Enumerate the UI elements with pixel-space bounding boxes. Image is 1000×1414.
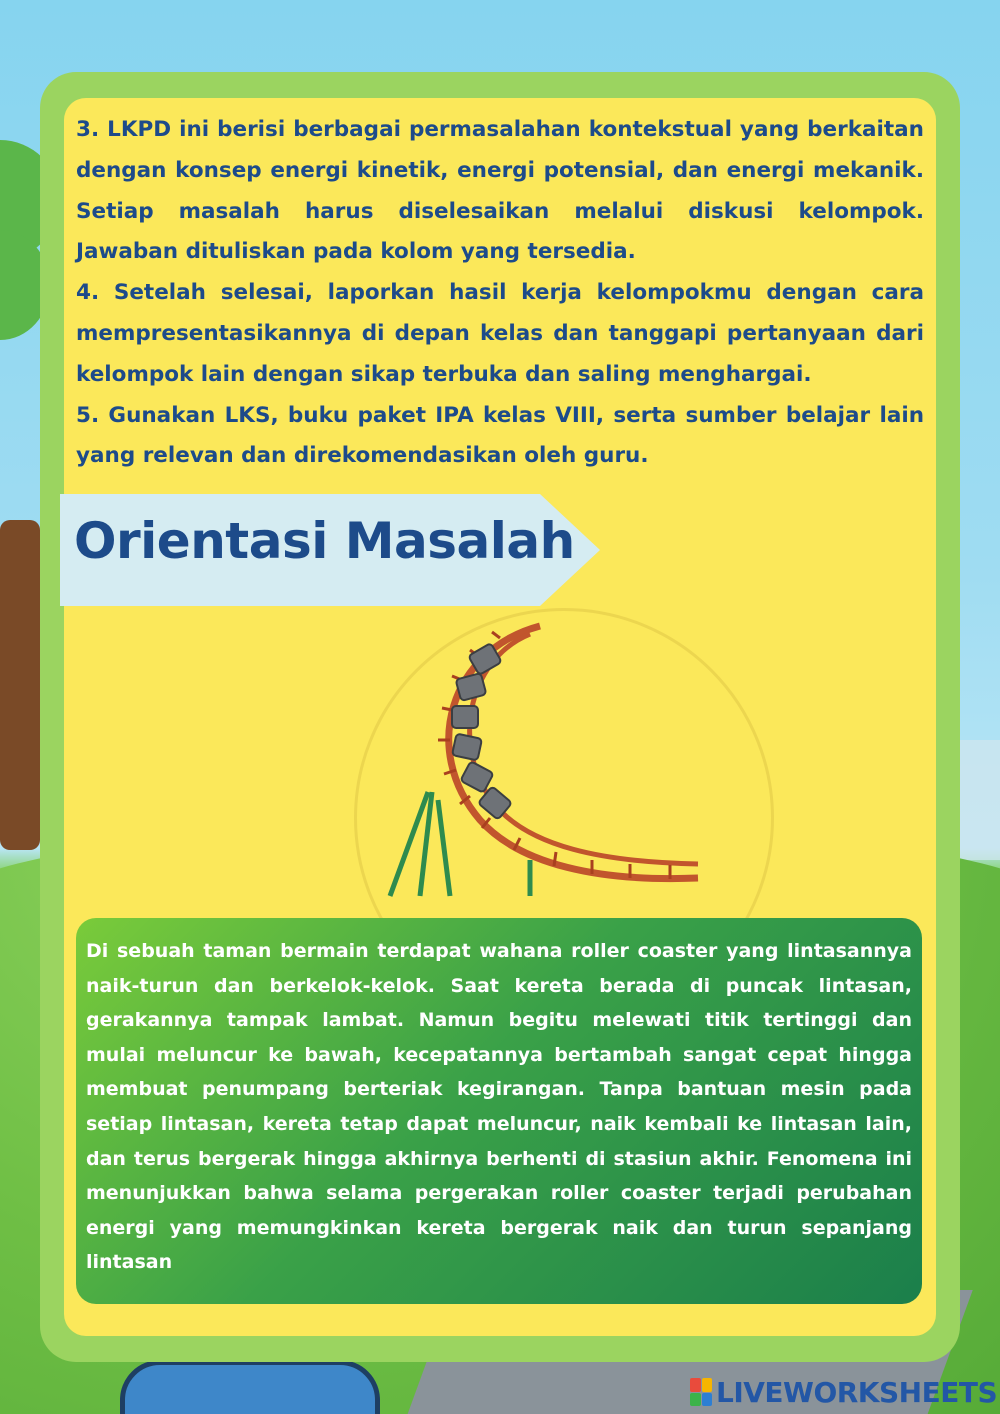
logo-square: [690, 1378, 701, 1392]
brand-name: LIVEWORKSHEETS: [716, 1375, 998, 1409]
instruction-list: [76, 110, 924, 477]
instruction-item: 4. Setelah selesai, laporkan hasil kerja kelompokmu dengan cara mempresentasikannya di depan kelas dan tanggapi pertanyaan dari kelompok lain dengan sikap terbuka dan saling menghargai.: [76, 280, 924, 387]
logo-square: [690, 1393, 701, 1407]
story-text: Di sebuah taman bermain terdapat wahana roller coaster yang lintasannya naik-turun dan berkelok-kelok. Saat kereta berada di puncak lintasan, gerakannya tampak lambat. Namun begitu melewati titik tertinggi dan mulai meluncur ke bawah, kecepatannya bertambah sangat cepat hingga membuat penumpang berteriak kegirangan. Tanpa bantuan mesin pada setiap lintasan, kereta tetap dapat meluncur, naik kembali ke lintasan lain, dan terus bergerak hingga akhirnya berhenti di stasiun akhir. Fenomena ini menunjukkan bahwa selama pergerakan roller coaster terjadi perubahan energi yang memungkinkan kereta bergerak naik dan turun sepanjang lintasan: [86, 940, 912, 1274]
liveworksheets-icon: [690, 1378, 712, 1406]
building-illustration: [960, 740, 1000, 860]
instruction-item: 5. Gunakan LKS, buku paket IPA kelas VIII, serta sumber belajar lain yang relevan dan direkomendasikan oleh guru.: [76, 402, 924, 469]
roller-coaster-image: [380, 620, 710, 900]
logo-square: [702, 1378, 713, 1392]
tree-trunk-illustration: [0, 520, 40, 850]
logo-square: [702, 1393, 713, 1407]
section-title: Orientasi Masalah: [74, 512, 575, 570]
car-illustration: [120, 1360, 380, 1414]
liveworksheets-logo[interactable]: [690, 1376, 997, 1408]
instruction-item: 3. LKPD ini berisi berbagai permasalahan kontekstual yang berkaitan dengan konsep energi kinetik, energi potensial, dan energi mekanik. Setiap masalah harus diselesaikan melalui diskusi kelompok. Jawaban dituliskan pada kolom yang tersedia.: [76, 117, 924, 265]
